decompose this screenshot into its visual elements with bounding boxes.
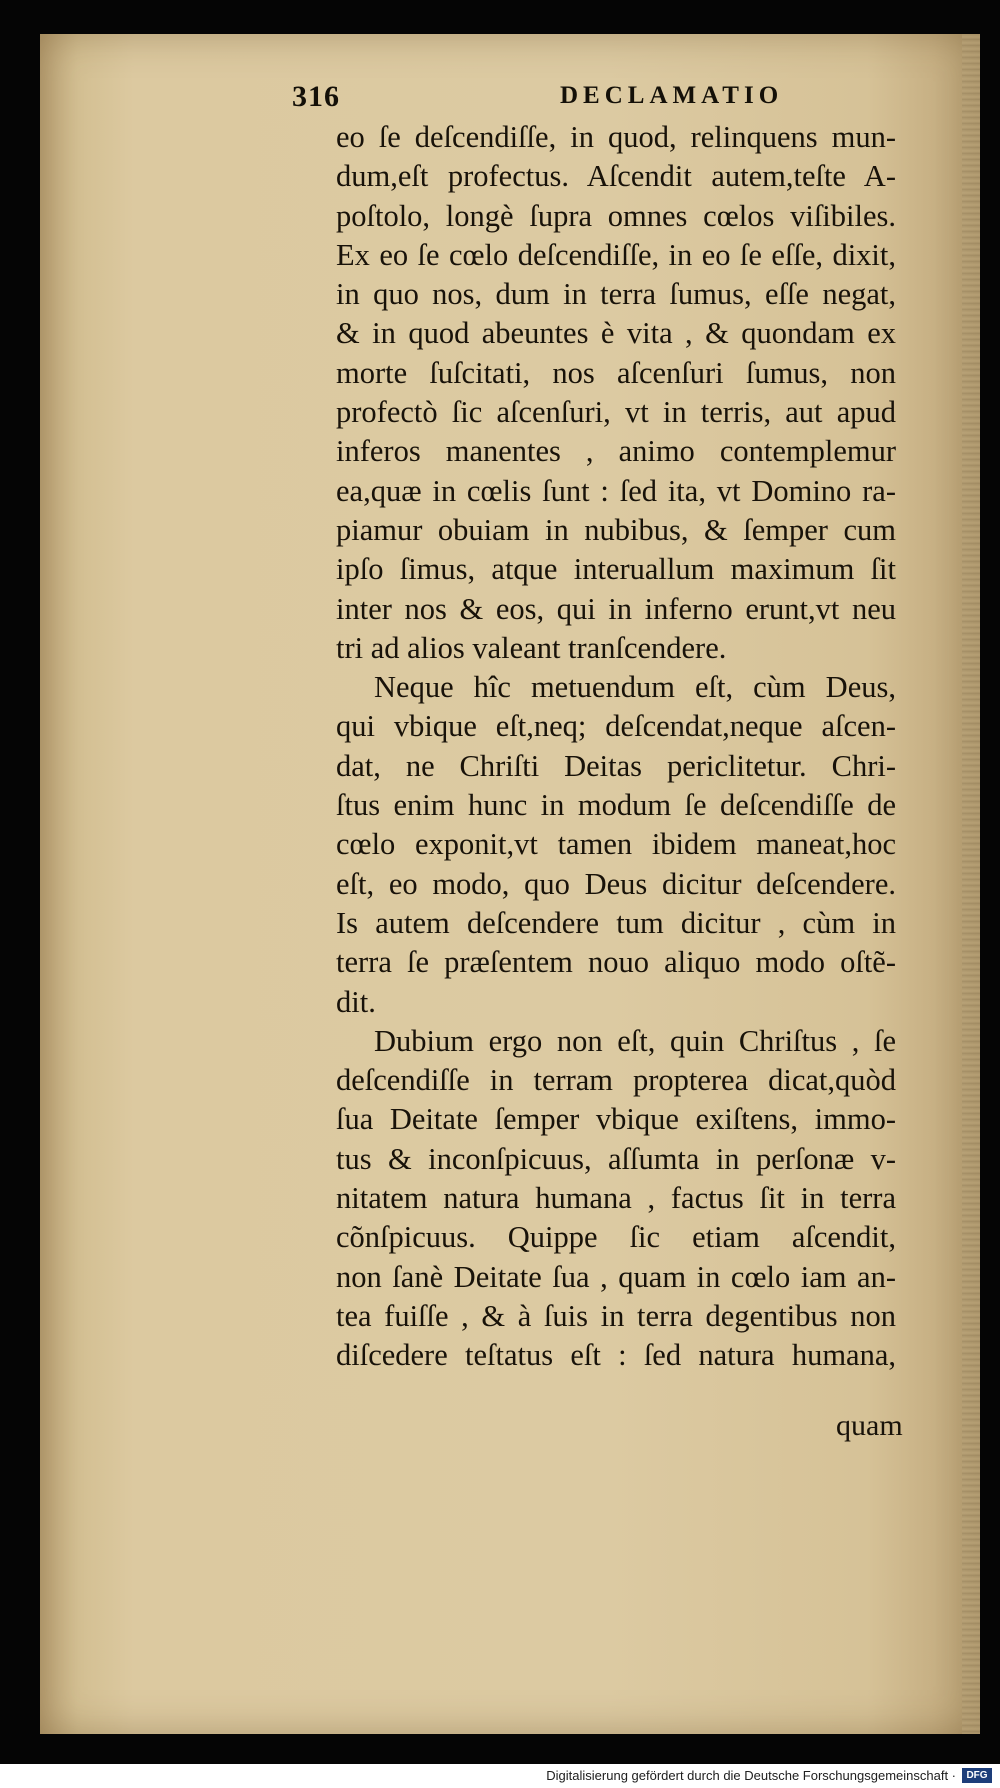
text-line: & in quod abeuntes è vita , & quondam ex <box>336 316 896 351</box>
text-line: diſcedere teſtatus eſt : ſed natura humana, <box>336 1338 896 1373</box>
text-line: deſcendiſſe in terram propterea dicat,quòd <box>336 1063 896 1098</box>
text-line: nitatem natura humana , factus ſit in terra <box>336 1181 896 1216</box>
text-line: poſtolo, longè ſupra omnes cœlos viſibiles. <box>336 198 896 233</box>
text-line: non ſanè Deitate ſua , quam in cœlo iam an- <box>336 1259 896 1294</box>
text-line: inferos manentes , animo contemplemur <box>336 434 896 469</box>
text-line: dum,eſt profectus. Aſcendit autem,teſte A- <box>336 159 896 194</box>
text-line: ipſo ſimus, atque interuallum maximum ſit <box>336 552 896 587</box>
text-line: eo ſe deſcendiſſe, in quod, relinquens mun- <box>336 120 896 154</box>
text-line: ſtus enim hunc in modum ſe deſcendiſſe de <box>336 788 896 823</box>
running-head: DECLAMATIO <box>560 82 784 109</box>
text-line: dat, ne Chriſti Deitas periclitetur. Chri- <box>336 748 896 783</box>
text-line: morte ſuſcitati, nos aſcenſuri ſumus, non <box>336 355 896 390</box>
funding-credit: Digitalisierung gefördert durch die Deutsche Forschungsgemeinschaft · <box>546 1768 956 1783</box>
text-line: Ex eo ſe cœlo deſcendiſſe, in eo ſe eſſe, dixit, <box>336 237 896 272</box>
text-line: dit. <box>336 984 376 1019</box>
dfg-logo: DFG <box>962 1768 992 1783</box>
text-line: ea,quæ in cœlis ſunt : ſed ita, vt Domino ra- <box>336 473 896 508</box>
digitization-footer <box>0 1764 1000 1788</box>
text-line: inter nos & eos, qui in inferno erunt,vt neu <box>336 591 896 626</box>
text-line: cœlo exponit,vt tamen ibidem maneat,hoc <box>336 827 896 862</box>
page-number: 316 <box>292 80 340 113</box>
catchword: quam <box>836 1409 903 1442</box>
text-line: Is autem deſcendere tum dicitur , cùm in <box>336 905 896 940</box>
text-line: ſua Deitate ſemper vbique exiſtens, immo- <box>336 1102 896 1137</box>
text-line: tus & inconſpicuus, aſſumta in perſonæ v- <box>336 1141 896 1176</box>
body-text <box>336 118 896 1376</box>
book-page <box>40 34 980 1734</box>
text-line: terra ſe præſentem nouo aliquo modo oſtẽ- <box>336 945 896 980</box>
page-edge <box>962 34 980 1734</box>
text-line: profectò ſic aſcenſuri, vt in terris, aut apud <box>336 395 896 430</box>
text-line: in quo nos, dum in terra ſumus, eſſe negat, <box>336 277 896 312</box>
text-line: eſt, eo modo, quo Deus dicitur deſcendere. <box>336 866 896 901</box>
page-header <box>40 80 980 120</box>
text-line: qui vbique eſt,neq; deſcendat,neque aſcen- <box>336 709 896 744</box>
text-line: Dubium ergo non eſt, quin Chriſtus , ſe <box>374 1023 896 1058</box>
text-line: piamur obuiam in nubibus, & ſemper cum <box>336 512 896 547</box>
text-line: tea fuiſſe , & à ſuis in terra degentibus non <box>336 1298 896 1333</box>
text-line: Neque hîc metuendum eſt, cùm Deus, <box>374 670 896 705</box>
text-line: cõnſpicuus. Quippe ſic etiam aſcendit, <box>336 1220 896 1255</box>
text-line: tri ad alios valeant tranſcendere. <box>336 630 727 665</box>
